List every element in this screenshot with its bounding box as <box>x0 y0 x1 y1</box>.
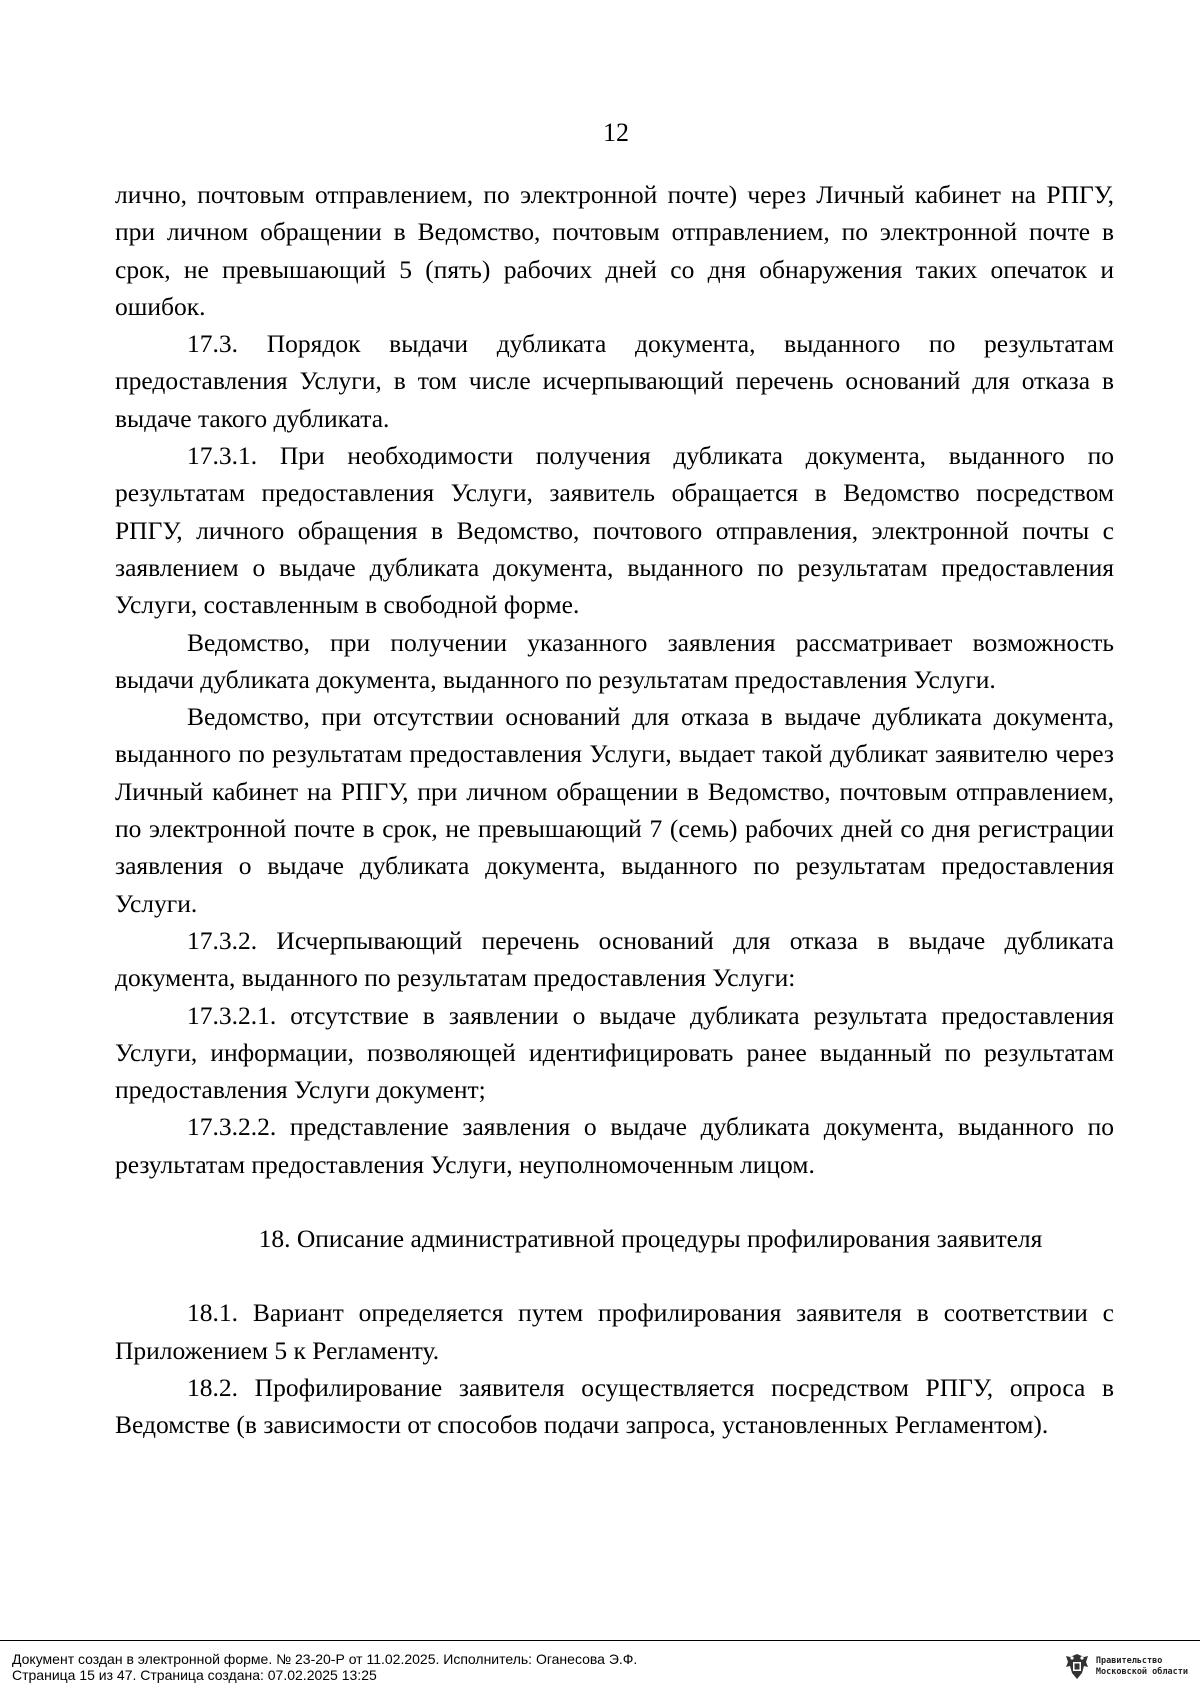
paragraph: 17.3. Порядок выдачи дубликата документа, выданного по результатам предоставления Услуги, в том числе исчерпывающий перечень оснований для отказа в выдаче такого дубликата. <box>115 329 1114 433</box>
paragraph: лично, почтовым отправлением, по электронной почте) через Личный кабинет на РПГУ, при личном обращении в Ведомство, почтовым отправлением, по электронной почте в срок, не превышающий 5 (пять) рабочих дней со дня обнаружения таких опечаток и ошибок. <box>115 180 1114 321</box>
government-logo <box>1064 1653 1188 1681</box>
footer-info <box>12 1651 637 1683</box>
paragraph: 17.3.2.1. отсутствие в заявлении о выдаче дубликата результата предоставления Услуги, информации, позволяющей идентифицировать ранее выданный по результатам предоставления Услуги документ; <box>115 1000 1114 1105</box>
document-body <box>115 176 1114 1444</box>
paragraph: 17.3.2.2. представление заявления о выдаче дубликата документа, выданного по результатам предоставления Услуги, неуполномоченным лицом. <box>115 1112 1114 1179</box>
paragraph: 17.3.2. Исчерпывающий перечень оснований для отказа в выдаче дубликата документа, выданного по результатам предоставления Услуги: <box>115 925 1114 993</box>
paragraph: 18.1. Вариант определяется путем профилирования заявителя в соответствии с Приложением 5 к Регламенту. <box>115 1298 1114 1365</box>
page-number: 12 <box>603 118 629 147</box>
coat-of-arms-icon <box>1064 1653 1090 1681</box>
document-footer <box>0 1640 1200 1699</box>
paragraph: Ведомство, при получении указанного заявления рассматривает возможность выдачи дубликата документа, выданного по результатам предоставления Услуги. <box>115 627 1114 694</box>
paragraph: 18.2. Профилирование заявителя осуществляется посредством РПГУ, опроса в Ведомстве (в зависимости от способов подачи запроса, установленных Регламентом). <box>115 1372 1114 1440</box>
footer-document-line: Документ создан в электронной форме. № 23-20-Р от 11.02.2025. Исполнитель: Оганесова Э.Ф. <box>12 1651 638 1667</box>
section-heading: 18. Описание административной процедуры профилирования заявителя <box>258 1224 1043 1254</box>
paragraph: 17.3.1. При необходимости получения дубликата документа, выданного по результатам предоставления Услуги, заявитель обращается в Ведомство посредством РПГУ, личного обращения в Ведомство, почтового отправления, электронной почты с заявлением о выдаче дубликата документа, выданного по результатам предоставления Услуги, составленным в свободной форме. <box>115 441 1114 620</box>
paragraph: Ведомство, при отсутствии оснований для отказа в выдаче дубликата документа, выданного по результатам предоставления Услуги, выдает такой дубликат заявителю через Личный кабинет на РПГУ, при личном обращении в Ведомство, почтовым отправлением, по электронной почте в срок, не превышающий 7 (семь) рабочих дней со дня регистрации заявления о выдаче дубликата документа, выданного по результатам предоставления Услуги. <box>115 702 1114 918</box>
footer-page-line: Страница 15 из 47. Страница создана: 07.02.2025 13:25 <box>12 1667 377 1683</box>
organization-name: Правительство Московской области <box>1095 1656 1188 1677</box>
